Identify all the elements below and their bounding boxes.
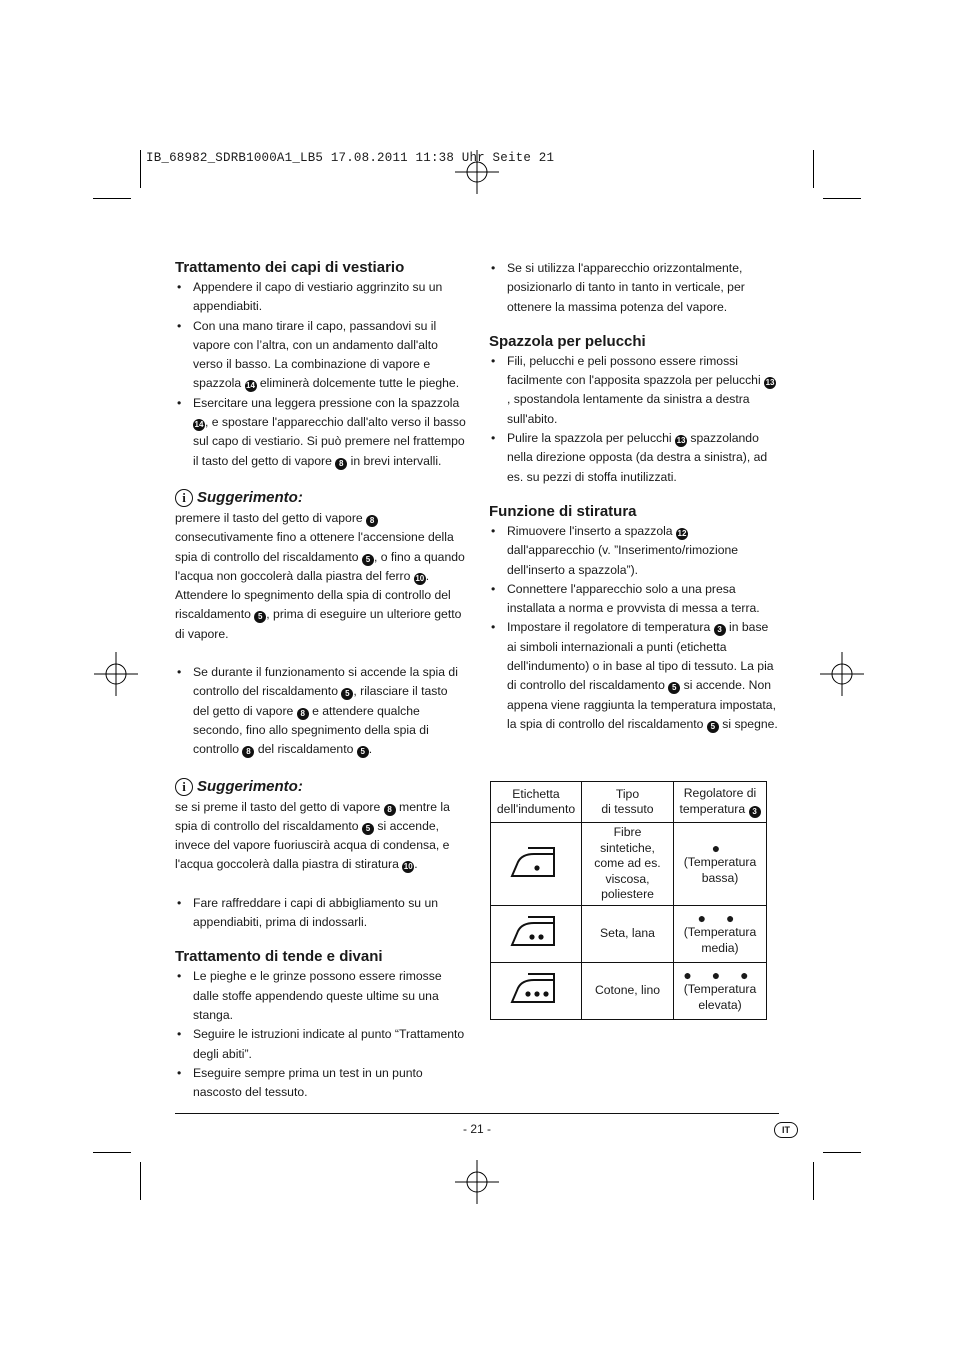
temperature-dots: ● <box>711 840 729 857</box>
text-segment: dall'apparecchio (v. ”Inserimento/rimozione dell'inserto a spazzola”). <box>507 543 739 577</box>
text-segment: , spostandola lentamente da sinistra a destra sull'abito. <box>507 392 750 426</box>
text-segment: Se si utilizza l'apparecchio orizzontalmente, posizionarlo di tanto in tanto in verticale, per ottenere la massima potenza del vapore. <box>507 261 745 314</box>
list-item <box>175 278 467 317</box>
ref-number: 14 <box>194 420 204 430</box>
ref-number: 5 <box>357 746 369 758</box>
iron-three-dots-icon <box>508 968 564 1008</box>
text-segment: Fare raffreddare i capi di abbigliamento su un appendiabiti, prima di indossarli. <box>193 895 439 930</box>
bullet-list <box>175 967 467 1102</box>
ref-number: 12 <box>677 528 687 538</box>
list-item <box>489 522 779 580</box>
temperature-label: (Temperatura bassa) <box>683 855 757 885</box>
iron-symbol-cell <box>491 962 582 1019</box>
table-header-cell <box>674 782 767 823</box>
fabric-cell: Seta, lana <box>582 905 674 962</box>
ref-number: 8 <box>242 746 254 758</box>
fabric-cell: Fibre sintetiche, come ad es. viscosa, poliestere <box>582 823 674 906</box>
crop-mark <box>140 1162 141 1200</box>
language-badge: IT <box>774 1122 798 1138</box>
ref-number: 8 <box>297 708 309 720</box>
ref-number: 13 <box>676 436 686 446</box>
temperature-cell <box>674 905 767 962</box>
bullet-list <box>175 278 467 471</box>
temperature-dots: ● ● <box>697 910 743 926</box>
text-segment: Regolatore di <box>683 786 757 801</box>
bullet-list <box>489 522 779 734</box>
ref-number: 10 <box>415 573 425 583</box>
text-segment: Fili, pelucchi e peli possono essere rimossi facilmente con l'apposita spazzola per pelucchi <box>507 353 761 388</box>
page-number: - 21 - <box>462 1122 491 1136</box>
text-segment: . <box>368 742 373 757</box>
ref-number: 5 <box>362 554 374 566</box>
list-item <box>489 618 779 734</box>
text-segment: . <box>414 857 418 872</box>
text-segment: Suggerimento: <box>197 489 303 507</box>
bullet-list <box>175 894 467 933</box>
crop-mark <box>823 1152 861 1153</box>
text-segment: Suggerimento: <box>197 778 303 796</box>
iron-one-dot-icon <box>508 842 564 882</box>
section-title: Trattamento dei capi di vestiario <box>175 259 405 276</box>
iron-two-dots-icon <box>508 911 564 951</box>
text-segment: , o fino a quando l'acqua non goccolerà dalla piastra del ferro <box>175 549 465 583</box>
ref-number: 3 <box>714 624 726 636</box>
table-row <box>491 905 767 962</box>
text-segment: Rimuovere l'inserto a spazzola <box>507 523 673 538</box>
text-segment: e attendere qualche secondo, fino allo spegnimento della spia di controllo <box>193 703 429 757</box>
ref-number: 8 <box>335 458 347 470</box>
ref-number: 10 <box>403 862 413 872</box>
list-item <box>489 352 779 429</box>
ref-number: 5 <box>707 721 719 733</box>
temperature-label: (Temperatura media) <box>683 925 757 955</box>
text-segment: , prima di eseguire un ulteriore getto di vapore. <box>175 607 462 641</box>
ref-number: 5 <box>341 688 353 700</box>
fabric-cell: Cotone, lino <box>582 962 674 1019</box>
temperature-table <box>490 781 767 1020</box>
tip-text <box>175 798 467 875</box>
bullet-list <box>489 352 779 487</box>
text-segment: dell'indumento <box>496 802 576 816</box>
text-segment: Con una mano tirare il capo, passandovi su il vapore con l’altra, con un andamento dall'alto verso il basso. La combinazione di vapore e spazzola <box>193 318 438 391</box>
text-segment: Connettere l'apparecchio solo a una presa installata a norma e provvista di messa a terra. <box>507 581 760 616</box>
list-item <box>175 1064 467 1103</box>
text-segment: Appendere il capo di vestiario aggrinzito su un appendiabiti. <box>193 280 443 314</box>
text-segment: eliminerà dolcemente tutte le pieghe. <box>259 376 460 391</box>
registration-mark-right <box>820 652 864 696</box>
text-segment: si accende. Non appena viene raggiunta la temperatura impostata, la spia di controllo del riscaldamento <box>507 678 776 731</box>
list-item <box>489 429 779 487</box>
text-segment: Eseguire sempre prima un test in un punto nascosto del tessuto. <box>193 1065 423 1100</box>
text-segment: , rilasciare il tasto del getto di vapore <box>193 684 448 718</box>
bullet-list <box>175 663 467 759</box>
section-title: Trattamento di tende e divani <box>175 948 383 966</box>
table-row <box>491 962 767 1019</box>
text-segment: temperatura <box>679 801 746 816</box>
text-segment: Esercitare una leggera pressione con la spazzola <box>193 395 460 410</box>
ref-number: 8 <box>366 515 378 527</box>
text-segment: se si preme il tasto del getto di vapore <box>175 799 381 814</box>
section-title: Funzione di stiratura <box>489 502 637 520</box>
text-segment: Pulire la spazzola per pelucchi <box>507 431 672 446</box>
table-header-cell <box>582 782 674 823</box>
list-item <box>489 580 779 619</box>
list-item <box>489 259 779 317</box>
ref-number: 3 <box>749 806 761 818</box>
crop-mark <box>813 150 814 188</box>
text-segment: in brevi intervalli. <box>350 453 442 468</box>
ref-number: 8 <box>384 804 396 816</box>
right-column <box>489 259 779 734</box>
text-segment: Impostare il regolatore di temperatura <box>507 620 711 635</box>
table-header-row <box>491 782 767 823</box>
text-segment: si spegne. <box>722 716 778 731</box>
crop-mark <box>140 150 141 188</box>
text-segment: del riscaldamento <box>257 742 354 757</box>
ref-number: 14 <box>246 381 255 391</box>
list-item <box>175 967 467 1025</box>
text-segment: consecutivamente fino a ottenere l'accensione della spia di controllo del riscaldamento <box>175 530 454 564</box>
iron-symbol-cell <box>491 823 582 906</box>
text-segment: di tessuto <box>601 802 654 816</box>
crop-mark <box>813 1162 814 1200</box>
ref-number: 13 <box>765 378 775 388</box>
text-segment: Se durante il funzionamento si accende la spia di controllo del riscaldamento <box>193 665 458 699</box>
text-segment: Seguire le istruzioni indicate al punto “Trattamento degli abiti”. <box>193 1027 465 1061</box>
registration-mark-left <box>94 652 138 696</box>
text-segment: spazzolando nella direzione opposta (da destra a sinistra), ad es. su pezzi di stoffa inutilizzati. <box>507 431 768 484</box>
text-segment: . Attendere lo spegnimento della spia di controllo del riscaldamento <box>175 568 451 622</box>
footer-rule <box>175 1113 779 1114</box>
iron-symbol-cell <box>491 905 582 962</box>
temperature-dots: ● ● ● <box>683 967 757 983</box>
table-row <box>491 823 767 906</box>
tip-heading <box>175 778 467 796</box>
print-header: IB_68982_SDRB1000A1_LB5 17.08.2011 11:38 Uhr Seite 21 <box>146 151 555 165</box>
temperature-cell <box>674 823 767 906</box>
list-item <box>175 1025 467 1064</box>
text-segment: si accende, invece del vapore fuoriuscirà acqua di condensa, e l'acqua goccolerà dalla piastra di stiratura <box>175 818 450 872</box>
list-item <box>175 317 467 394</box>
crop-mark <box>823 198 861 199</box>
temperature-label: (Temperatura elevata) <box>683 982 757 1012</box>
text-segment: , e spostare l'apparecchio dall'alto verso il basso sul capo di vestiario. Si può premere nel frattempo il tasto del getto di vapore <box>193 415 466 468</box>
tip-heading <box>175 489 467 507</box>
table-header-cell <box>491 782 582 823</box>
info-icon: i <box>175 778 193 796</box>
bullet-list <box>489 259 779 317</box>
info-icon: i <box>175 489 193 507</box>
text-segment: mentre la spia di controllo del riscaldamento <box>175 799 450 833</box>
list-item <box>175 894 467 933</box>
ref-number: 5 <box>254 611 266 623</box>
ref-number: 5 <box>362 823 374 835</box>
section-title: Spazzola per pelucchi <box>489 332 646 350</box>
list-item <box>175 394 467 471</box>
temperature-cell <box>674 962 767 1019</box>
text-segment: Etichetta <box>512 786 560 801</box>
text-segment: Tipo <box>615 786 640 801</box>
text-segment: Le pieghe e le grinze possono essere rimosse dalle stoffe appendendo queste ultime su una stanga. <box>193 969 442 1022</box>
text-segment: premere il tasto del getto di vapore <box>175 510 363 525</box>
tip-text <box>175 509 467 644</box>
ref-number: 5 <box>668 682 680 694</box>
left-column <box>175 259 467 1102</box>
crop-mark <box>93 198 131 199</box>
crop-mark <box>93 1152 131 1153</box>
list-item <box>175 663 467 759</box>
registration-mark-bottom <box>455 1160 499 1204</box>
text-segment: in base ai simboli internazionali a punti (etichetta dell'indumento) o in base al tipo di tessuto. La pia di controllo del riscaldamento <box>507 620 774 693</box>
